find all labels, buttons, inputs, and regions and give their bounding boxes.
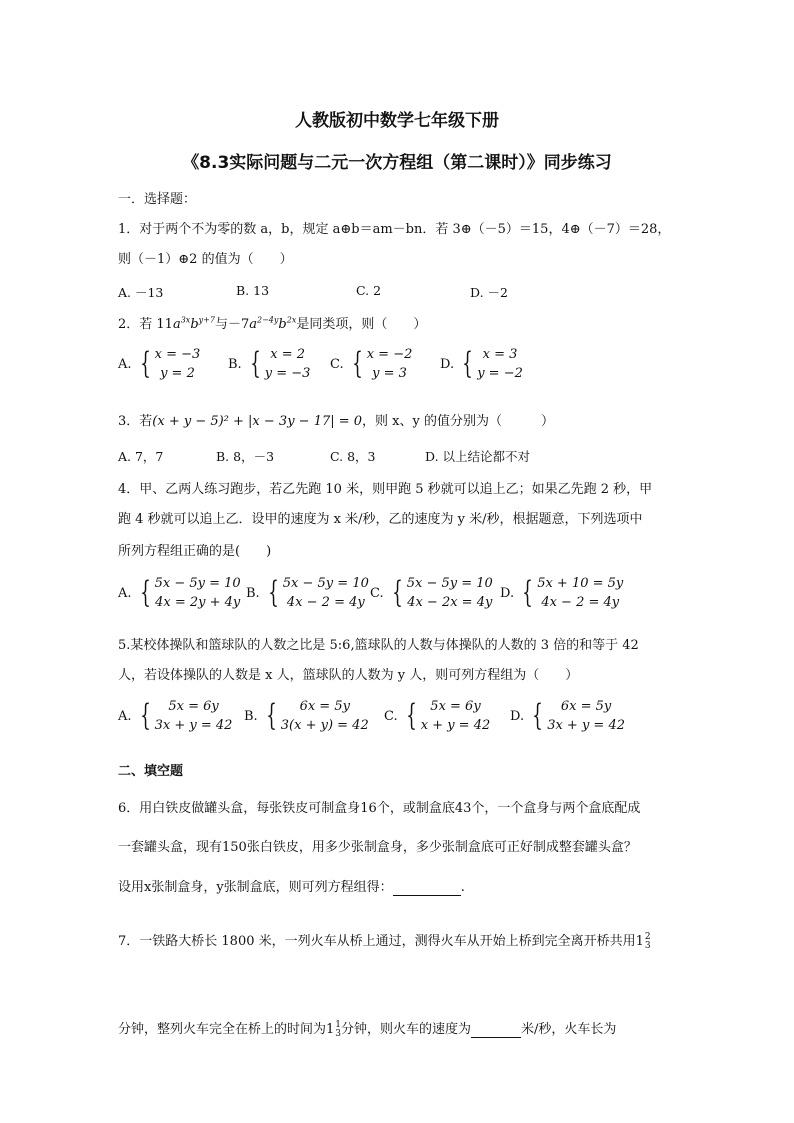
q1-line2: 则（－1）⊕2 的值为（ ）: [118, 252, 293, 267]
q3-option-c: C. 8，3: [330, 449, 376, 464]
q5-line2: 人，若设体操队的人数是 x 人，篮球队的人数为 y 人，则可列方程组为（ ）: [118, 668, 579, 683]
doc-title: 人教版初中数学七年级下册: [295, 111, 499, 131]
q5-option-d: D. { 6x = 5y 3x + y = 42: [510, 698, 625, 733]
q4-line3: 所列方程组正确的是( ): [118, 544, 272, 559]
q6-line3: 设用x张制盒身，y张制盒底，则可列方程组得： .: [118, 880, 465, 895]
q1-option-b: B. 13: [236, 283, 270, 298]
q7-speed-blank[interactable]: [471, 1022, 521, 1038]
q4-line2: 跑 4 秒就可以追上乙．设甲的速度为 x 米/秒，乙的速度为 y 米/秒，根据题意，下列选项中: [118, 512, 643, 527]
q4-line1: 4．甲、乙两人练习跑步，若乙先跑 10 米，则甲跑 5 秒就可以追上乙；如果乙先跑 2 秒，甲: [118, 482, 653, 497]
q1-option-c: C. 2: [356, 283, 382, 298]
q7-line1: 7．一铁路大桥长 1800 米，一列火车从桥上通过，测得火车从开始上桥到完全离开桥共用1 2 3: [118, 931, 651, 951]
q4-option-d: D. { 5x + 10 = 5y 4x − 2 = 4y: [500, 575, 624, 610]
q4-option-a: A. { 5x − 5y = 10 4x = 2y + 4y: [118, 575, 241, 610]
q2-option-a: A. { x = −3 y = 2: [118, 346, 201, 381]
q5-line1: 5.某校体操队和篮球队的人数之比是 5:6,篮球队的人数与体操队的人数的 3 倍的和等于 42: [118, 638, 639, 653]
q7-line2: 分钟，整列火车完全在桥上的时间为1 1 3 分钟，则火车的速度为 米/秒，火车长为: [118, 1019, 617, 1039]
q6-line1: 6．用白铁皮做罐头盒，每张铁皮可制盒身16个，或制盒底43个，一个盒身与两个盒底配成: [118, 801, 641, 816]
q2-option-d: D. { x = 3 y = −2: [440, 346, 523, 381]
doc-subtitle: 《8.3实际问题与二元一次方程组（第二课时）》同步练习: [182, 153, 612, 173]
q5-option-c: C. { 5x = 6y x + y = 42: [384, 698, 491, 733]
q4-option-c: C. { 5x − 5y = 10 4x − 2x = 4y: [370, 575, 493, 610]
q3-option-a: A. 7，7: [118, 449, 164, 464]
q6-line2: 一套罐头盒，现有150张白铁皮，用多少张制盒身，多少张制盒底可正好制成整套罐头盒？: [118, 840, 637, 855]
q6-answer-blank[interactable]: [393, 880, 461, 896]
q1-option-a: A. －13: [118, 285, 164, 300]
q3-option-d: D. 以上结论都不对: [425, 449, 531, 464]
q5-option-a: A. { 5x = 6y 3x + y = 42: [118, 698, 233, 733]
q4-option-b: B. { 5x − 5y = 10 4x − 2 = 4y: [246, 575, 369, 610]
q2-option-c: C. { x = −2 y = 3: [330, 346, 413, 381]
q3-stem: 3．若(x + y − 5)² + |x − 3y − 17| = 0，则 x、y 的值分别为（ ）: [118, 414, 554, 429]
section-fill-blank: 二、填空题: [118, 764, 184, 779]
q2-stem: 2．若 $11a^{3x}b^{y+7}$与$-7a^{2-4y}b^{2x}$是同类项，则（ ）: [118, 315, 427, 332]
section-choice: 一．选择题：: [118, 192, 197, 207]
q1-line1: 1．对于两个不为零的数 a，b，规定 a⊕b＝am－bn．若 3⊕（－5）＝15，4⊕（－7）＝28，: [118, 222, 671, 237]
q1-option-d: D. －2: [470, 285, 508, 300]
q2-option-b: B. { x = 2 y = −3: [228, 346, 311, 381]
q5-option-b: B. { 6x = 5y 3(x + y) = 42: [244, 698, 369, 733]
q3-option-b: B. 8，－3: [216, 449, 275, 464]
